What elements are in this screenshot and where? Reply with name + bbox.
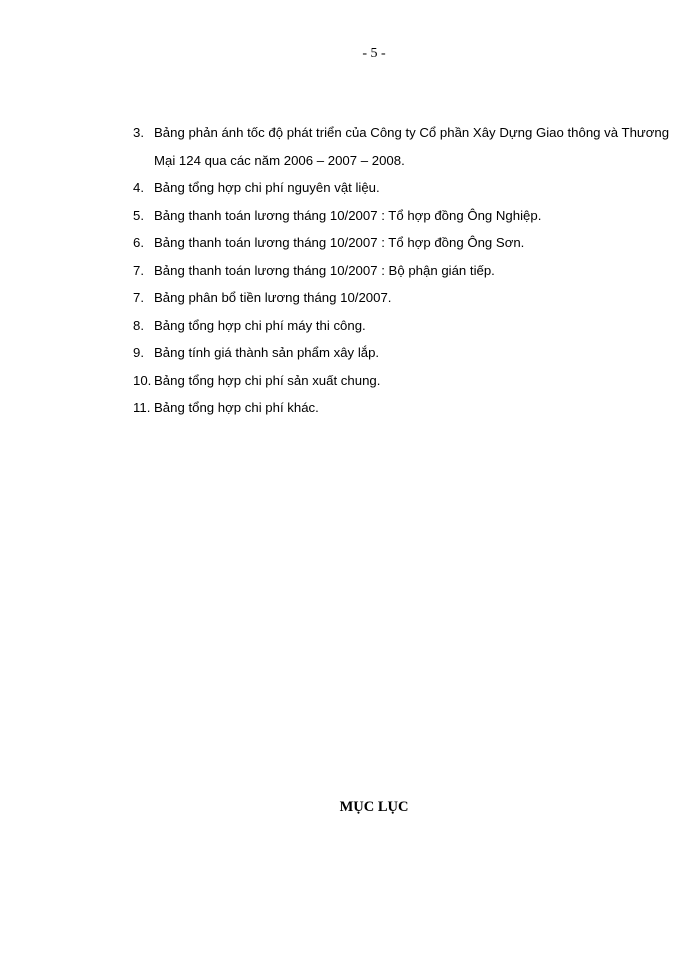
- list-item: [133, 312, 673, 340]
- list-item-number: 5.: [133, 207, 144, 223]
- list-item-text: Bảng tổng hợp chi phí sản xuất chung.: [154, 372, 381, 388]
- list-item-number: 10.: [133, 372, 152, 388]
- list-item-number: 3.: [133, 125, 144, 140]
- page-number: - 5 -: [362, 46, 386, 61]
- list-item: [133, 367, 673, 395]
- list-item: [133, 229, 673, 257]
- list-item-number: 9.: [133, 345, 144, 360]
- list-item-text: Bảng thanh toán lương tháng 10/2007 : Tổ hợp đồng Ông Sơn.: [154, 235, 525, 250]
- list-item: [133, 119, 673, 174]
- list-item: [133, 339, 673, 367]
- list-item-number: 7.: [133, 262, 144, 278]
- list-item-text: Bảng thanh toán lương tháng 10/2007 : Bộ phận gián tiếp.: [154, 262, 495, 278]
- list-item: [133, 202, 673, 230]
- section-heading: MỤC LỤC: [339, 799, 409, 815]
- list-item-number: 6.: [133, 235, 144, 250]
- list-item-number: 8.: [133, 317, 144, 333]
- list-item: [133, 174, 673, 202]
- list-item-text: Bảng tính giá thành sản phẩm xây lắp.: [154, 345, 380, 360]
- list-item: [133, 284, 673, 312]
- list-item-number: 11.: [133, 400, 151, 415]
- list-item-text: Bảng thanh toán lương tháng 10/2007 : Tổ hợp đồng Ông Nghiệp.: [154, 207, 542, 223]
- list-item: [133, 257, 673, 285]
- list-item-number: 7.: [133, 290, 144, 305]
- list-item-text: Bảng tổng hợp chi phí nguyên vật liệu.: [154, 180, 380, 195]
- list-item: [133, 394, 673, 422]
- table-list: [133, 119, 673, 422]
- list-item-number: 4.: [133, 180, 144, 195]
- list-item-text: Bảng phân bổ tiền lương tháng 10/2007.: [154, 290, 392, 305]
- list-item-text: Bảng phản ánh tốc độ phát triển của Công ty Cổ phần Xây Dựng Giao thông và Thương Mại 124 qua các năm 2006 – 2007 – 2008.: [154, 125, 670, 168]
- list-item-text: Bảng tổng hợp chi phí khác.: [154, 400, 319, 415]
- list-item-text: Bảng tổng hợp chi phí máy thi công.: [154, 317, 366, 333]
